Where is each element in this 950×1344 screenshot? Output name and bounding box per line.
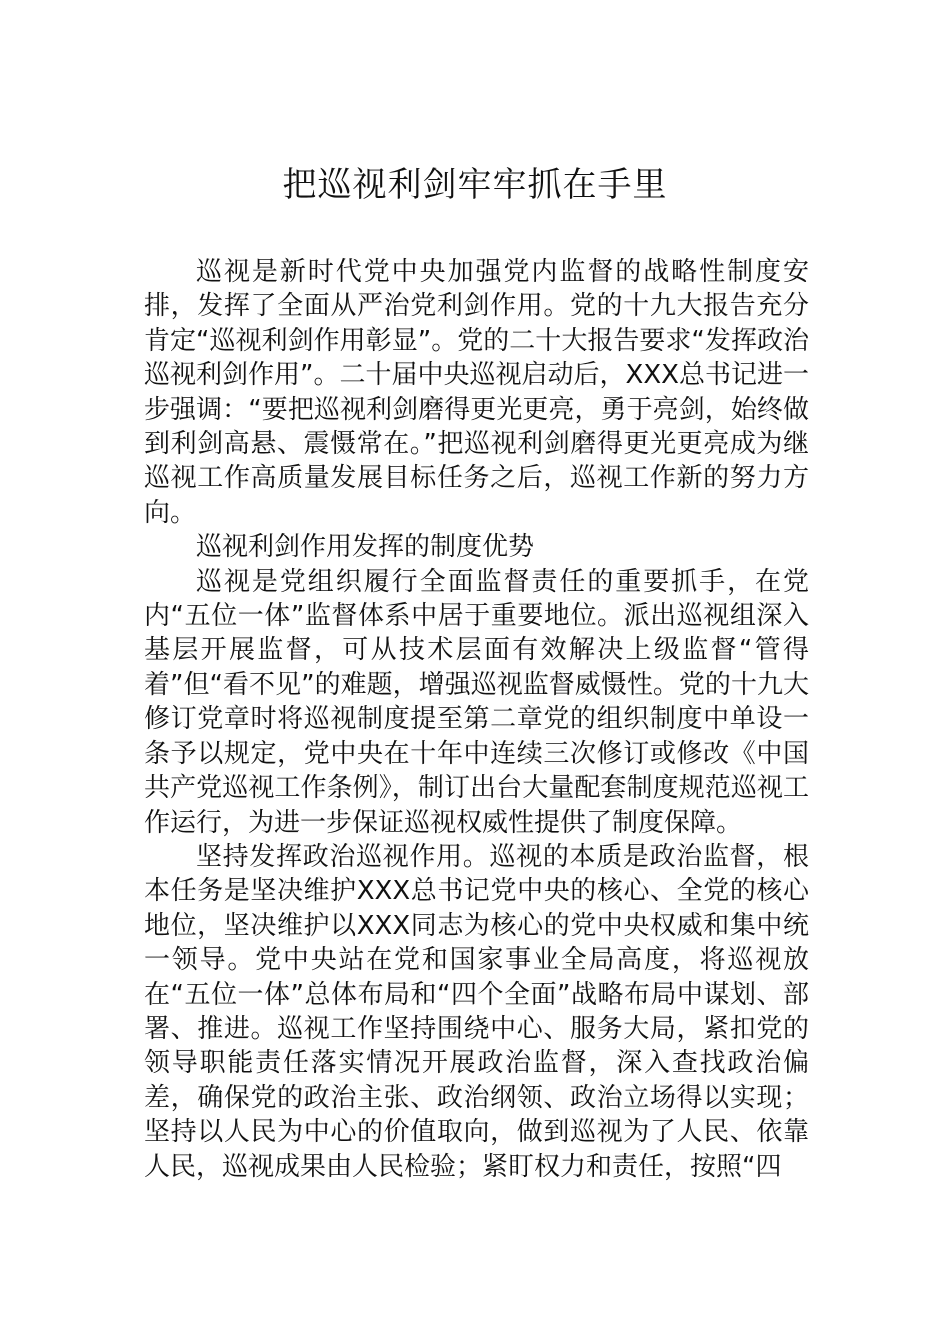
document-title: 把巡视利剑牢牢抓在手里 [282, 165, 668, 205]
paragraph-intro: 巡视是新时代党中央加强党内监督的战略性制度安排，发挥了全面从严治党利剑作用。党的十九大报告充分肯定“巡视利剑作用彰显”。党的二十大报告要求“发挥政治巡视利剑作用”。二十届中央巡视启动后，XXX总书记进一步强调：“要把巡视利剑磨得更光更亮，勇于亮剑，始终做到利剑高悬、震慑常在。”把巡视利剑磨得更光更亮成为继巡视工作高质量发展目标任务之后，巡视工作新的努力方向。 [144, 257, 809, 528]
section-heading: 巡视利剑作用发挥的制度优势 [196, 532, 535, 563]
paragraph-institutional-advantage: 巡视是党组织履行全面监督责任的重要抓手，在党内“五位一体”监督体系中居于重要地位。派出巡视组深入基层开展监督，可从技术层面有效解决上级监督“管得着”但“看不见”的难题，增强巡视监督威慑性。党的十九大修订党章时将巡视制度提至第二章党的组织制度中单设一条予以规定，党中央在十年中连续三次修订或修改《中国共产党巡视工作条例》，制订出台大量配套制度规范巡视工作运行，为进一步保证巡视权威性提供了制度保障。 [144, 566, 809, 838]
paragraph-political-inspection: 坚持发挥政治巡视作用。巡视的本质是政治监督，根本任务是坚决维护XXX总书记党中央的核心、全党的核心地位，坚决维护以XXX同志为核心的党中央权威和集中统一领导。党中央站在党和国家事业全局高度，将巡视放在“五位一体”总体布局和“四个全面”战略布局中谋划、部署、推进。巡视工作坚持围绕中心、服务大局，紧扣党的领导职能责任落实情况开展政治监督，深入查找政治偏差，确保党的政治主张、政治纲领、政治立场得以实现；坚持以人民为中心的价值取向，做到巡视为了人民、依靠人民，巡视成果由人民检验；紧盯权力和责任，按照“四 [144, 841, 809, 1182]
document-body [144, 255, 809, 1184]
